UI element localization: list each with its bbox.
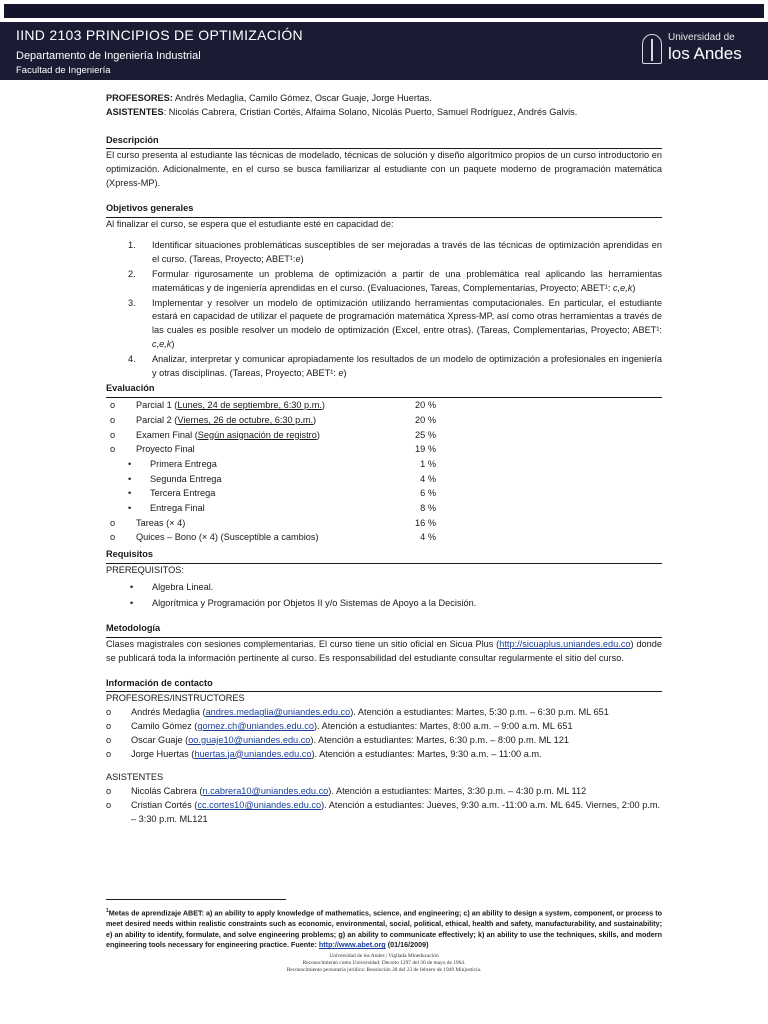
evaluation-item xyxy=(136,531,396,546)
contact-office-hours: ). Atención a estudiantes: Martes, 8:00 a.m. – 9:00 a.m. ML 651 xyxy=(313,720,573,731)
evaluation-item xyxy=(136,473,396,488)
footer-line1: Universidad de los Andes | Vigilada Mineducación xyxy=(329,953,439,959)
objectives-list xyxy=(106,239,662,380)
objective-item xyxy=(106,297,662,352)
evaluation-bullet: o xyxy=(110,429,116,440)
evaluation-row xyxy=(106,414,436,429)
objective-number: 2. xyxy=(128,268,136,279)
evaluation-item-label: Quices – Bono (× 4) (Susceptible a cambios) xyxy=(136,532,319,543)
contact-bullet: o xyxy=(106,707,112,718)
contact-email-link[interactable]: oo.guaje10@uniandes.edu.co xyxy=(188,734,311,745)
header-top-bar xyxy=(4,4,764,18)
objective-item xyxy=(106,268,662,296)
evaluation-row xyxy=(106,517,436,532)
evaluation-item-label: Parcial 1 ( xyxy=(136,400,178,411)
evaluation-item xyxy=(136,487,396,502)
footnote-text: Metas de aprendizaje ABET: a) an ability to apply knowledge of mathematics, science, and engineering; c) an ability to design a system, component, or process to meet desired needs within realistic constraints such as economic, environmental, social, political, ethical, health and safety, manufacturability, and sustainability; e) an ability to identify, formulate, and solve engineering problems; g) an ability to communicate effectively; k) an ability to use the techniques, skills, and modern engineering tools necessary for engineering practice. Fuente: xyxy=(106,908,662,950)
contact-heading: Información de contacto xyxy=(106,677,662,693)
faculty-name: Facultad de Ingeniería xyxy=(16,65,111,76)
contact-row xyxy=(106,734,662,748)
contact-bullet: o xyxy=(106,734,112,745)
objective-close: ) xyxy=(171,338,175,349)
prerequisite-item: • Algorítmica y Programación por Objetos II y/o Sistemas de Apoyo a la Decisión. xyxy=(106,597,662,611)
evaluation-item xyxy=(136,429,396,444)
evaluation-item-tail: ) xyxy=(321,400,325,411)
footer-line3: Reconocimiento personería jurídica: Resolución 28 del 23 de febrero de 1949 Minjusticia. xyxy=(286,966,482,973)
contact-bullet: o xyxy=(106,748,112,759)
objectives-heading: Objetivos generales xyxy=(106,202,662,218)
objective-number: 3. xyxy=(128,297,136,308)
evaluation-bullet: • xyxy=(128,458,132,469)
description-heading: Descripción xyxy=(106,134,662,150)
assistants-line xyxy=(106,106,662,120)
evaluation-item-label: Primera Entrega xyxy=(150,458,217,469)
evaluation-item-date: Según asignación de registro xyxy=(197,429,317,440)
course-title: IIND 2103 PRINCIPIOS DE OPTIMIZACIÓN xyxy=(16,27,303,43)
objective-text: Analizar, interpretar y comunicar apropiadamente los resultados de un modelo de optimización a profesionales en ingeniería y otras disciplinas. (Tareas, Proyecto; ABET¹: xyxy=(152,353,662,378)
objective-text: Implementar y resolver un modelo de optimización utilizando herramientas computacionales. En particular, el estudiante estará en capacidad de utilizar el paquete de programación matemática Xpress-MP, así como otras herramientas a través de las cuales es posible resolver un modelo de optimización (Excel, entre otras). (Tareas, Complementarias, Proyecto; ABET¹: xyxy=(152,297,662,336)
evaluation-row xyxy=(106,531,436,546)
objective-abet-codes: e xyxy=(338,367,344,378)
evaluation-item-label: Tercera Entrega xyxy=(150,488,216,499)
evaluation-percentage: 6 % xyxy=(420,488,436,499)
requirements-heading: Requisitos xyxy=(106,548,662,564)
evaluation-item-tail: ) xyxy=(316,429,320,440)
department-name: Departamento de Ingeniería Industrial xyxy=(16,50,201,62)
evaluation-item-label: Proyecto Final xyxy=(136,444,195,455)
evaluation-item xyxy=(136,399,396,414)
contact-name: Andrés Medaglia ( xyxy=(131,707,206,718)
evaluation-item-date: Lunes, 24 de septiembre, 6:30 p.m. xyxy=(177,400,322,411)
objective-text: Identificar situaciones problemáticas susceptibles de ser mejoradas a través de las técnicas de optimización aprendidas en el curso. (Tareas, Proyecto; ABET¹: xyxy=(152,240,662,265)
methodology-text-end: ) donde se publicará toda la información pertinente al curso. Es responsabilidad del estudiante consultar regularmente el sitio del curso. xyxy=(106,639,662,663)
evaluation-percentage: 4 % xyxy=(420,532,436,543)
prerequisites-label: PREREQUISITOS: xyxy=(106,564,184,575)
evaluation-row xyxy=(106,443,436,458)
evaluation-percentage: 8 % xyxy=(420,502,436,513)
objective-number: 4. xyxy=(128,353,136,364)
contact-name: Cristian Cortés ( xyxy=(131,799,198,810)
evaluation-bullet: o xyxy=(110,444,116,455)
evaluation-item xyxy=(136,443,396,458)
methodology-heading: Metodología xyxy=(106,622,662,638)
evaluation-item-tail: ) xyxy=(313,414,317,425)
objective-close: ) xyxy=(300,254,304,265)
evaluation-bullet: o xyxy=(110,400,116,411)
evaluation-percentage: 20 % xyxy=(415,400,436,411)
contact-row xyxy=(106,720,662,734)
professors-list: Andrés Medaglia, Camilo Gómez, Oscar Guaje, Jorge Huertas. xyxy=(172,93,432,103)
contact-office-hours: ). Atención a estudiantes: Martes, 3:30 p.m. – 4:30 p.m. ML 112 xyxy=(328,786,587,797)
assistants-list: : Nicolás Cabrera, Cristian Cortés, Alfaima Solano, Nicolás Puerto, Samuel Rodríguez, Andrés Galvis. xyxy=(163,106,578,117)
footnote-date: (01/16/2009) xyxy=(385,940,429,950)
evaluation-item-label: Examen Final ( xyxy=(136,429,198,440)
contact-name: Oscar Guaje ( xyxy=(131,734,189,745)
contact-email-link[interactable]: cc.cortes10@uniandes.edu.co xyxy=(197,799,322,810)
objective-item xyxy=(106,239,662,267)
contact-name: Jorge Huertas ( xyxy=(131,748,195,759)
contact-office-hours: ). Atención a estudiantes: Martes, 5:30 p.m. – 6:30 p.m. ML 651 xyxy=(350,707,609,718)
contact-email-link[interactable]: gomez.ch@uniandes.edu.co xyxy=(197,720,314,731)
contact-name: Nicolás Cabrera ( xyxy=(131,786,203,797)
contact-bullet: o xyxy=(106,720,112,731)
evaluation-item-label: Segunda Entrega xyxy=(150,473,222,484)
evaluation-bullet: • xyxy=(128,502,132,513)
evaluation-row xyxy=(106,502,436,517)
contact-row xyxy=(106,748,662,762)
evaluation-item-label: Tareas (× 4) xyxy=(136,517,186,528)
prerequisite-item: • Algebra Lineal. xyxy=(106,581,662,595)
document-body xyxy=(106,92,662,827)
evaluation-item-label: Entrega Final xyxy=(150,502,205,513)
university-logo xyxy=(642,32,754,68)
instructors-label: PROFESORES/INSTRUCTORES xyxy=(106,693,245,704)
objective-abet-codes: c,e,k xyxy=(152,338,172,349)
page-footer xyxy=(0,953,768,973)
evaluation-row xyxy=(106,487,436,502)
abet-footnote xyxy=(106,906,662,951)
sicua-plus-link[interactable]: http://sicuaplus.uniandes.edu.co xyxy=(499,639,631,649)
instructors-list xyxy=(106,706,662,761)
evaluation-row xyxy=(106,458,436,473)
evaluation-bullet: o xyxy=(110,532,116,543)
contact-bullet: o xyxy=(106,799,112,810)
objectives-intro: Al finalizar el curso, se espera que el estudiante esté en capacidad de: xyxy=(106,218,394,229)
contact-office-hours: ). Atención a estudiantes: Jueves, 9:30 a.m. -11:00 a.m. ML 645. Viernes, 2:00 p.m. – 3:30 p.m. ML121 xyxy=(131,799,661,824)
objective-number: 1. xyxy=(128,240,136,251)
objective-text: Formular rigurosamente un problema de optimización a partir de una problemática real aplicando las herramientas matemáticas y de ingeniería aprendidas en el curso. (Evaluaciones, Tareas, Complementarias, Proyecto; ABET¹: xyxy=(152,268,662,293)
evaluation-row xyxy=(106,473,436,488)
abet-link[interactable]: http://www.abet.org xyxy=(318,940,386,950)
contact-assistants-label: ASISTENTES xyxy=(106,772,164,783)
evaluation-bullet: o xyxy=(110,414,116,425)
evaluation-item xyxy=(136,414,396,429)
objective-abet-codes: c,e,k xyxy=(612,282,633,293)
contact-office-hours: ). Atención a estudiantes: Martes, 6:30 p.m. – 8:00 p.m. ML 121 xyxy=(310,734,570,745)
footnote-separator xyxy=(106,899,286,900)
university-crest-icon xyxy=(642,34,662,64)
evaluation-row xyxy=(106,429,436,444)
evaluation-item xyxy=(136,517,396,532)
document-header xyxy=(0,22,768,80)
evaluation-item xyxy=(136,458,396,473)
prerequisites-list xyxy=(106,581,662,612)
contact-bullet: o xyxy=(106,786,112,797)
contact-email-link[interactable]: n.cabrera10@uniandes.edu.co xyxy=(202,786,329,797)
objective-close: ) xyxy=(343,367,347,378)
contact-row xyxy=(106,785,662,799)
evaluation-percentage: 4 % xyxy=(420,473,436,484)
contact-email-link[interactable]: huertas.ja@uniandes.edu.co xyxy=(194,748,312,759)
evaluation-percentage: 1 % xyxy=(420,458,436,469)
logo-text-line2: los Andes xyxy=(668,44,742,63)
evaluation-percentage: 16 % xyxy=(415,517,436,528)
evaluation-item xyxy=(136,502,396,517)
evaluation-bullet: • xyxy=(128,488,132,499)
contact-row xyxy=(106,706,662,720)
evaluation-row xyxy=(106,399,436,414)
contact-email-link[interactable]: andres.medaglia@uniandes.edu.co xyxy=(205,707,351,718)
evaluation-table xyxy=(106,399,436,546)
logo-text-line1: Universidad de xyxy=(668,32,735,43)
footer-line2: Reconocimiento como Universidad: Decreto 1297 del 30 de mayo de 1964. xyxy=(302,959,466,966)
evaluation-item-label: Parcial 2 ( xyxy=(136,414,178,425)
objective-abet-codes: e xyxy=(295,254,301,265)
contact-assistants-list xyxy=(106,785,662,826)
footnote-mark: 1 xyxy=(106,908,109,914)
objective-close: ) xyxy=(632,282,636,293)
objective-item xyxy=(106,353,662,381)
methodology-text-start: Clases magistrales con sesiones complementarias. El curso tiene un sitio oficial en Sicua Plus ( xyxy=(106,639,500,649)
contact-office-hours: ). Atención a estudiantes: Martes, 9:30 a.m. – 11:00 a.m. xyxy=(311,748,542,759)
evaluation-percentage: 19 % xyxy=(415,444,436,455)
description-text: El curso presenta al estudiante las técnicas de modelado, técnicas de solución y diseño algorítmico propios de un curso introductorio en optimización. Adicionalmente, en el curso se busca familiarizar al estudiante con un paquete moderno de programación matemática (Xpress-MP). xyxy=(106,150,662,188)
evaluation-heading: Evaluación xyxy=(106,382,662,398)
professors-line xyxy=(106,92,662,106)
contact-row xyxy=(106,799,662,827)
evaluation-item-date: Viernes, 26 de octubre, 6:30 p.m. xyxy=(177,414,314,425)
evaluation-bullet: o xyxy=(110,517,116,528)
evaluation-percentage: 20 % xyxy=(415,414,436,425)
contact-name: Camilo Gómez ( xyxy=(131,720,198,731)
methodology-text xyxy=(106,638,662,666)
professors-label: PROFESORES: xyxy=(106,93,173,103)
assistants-label: ASISTENTES xyxy=(106,106,164,117)
evaluation-bullet: • xyxy=(128,473,132,484)
evaluation-percentage: 25 % xyxy=(415,429,436,440)
